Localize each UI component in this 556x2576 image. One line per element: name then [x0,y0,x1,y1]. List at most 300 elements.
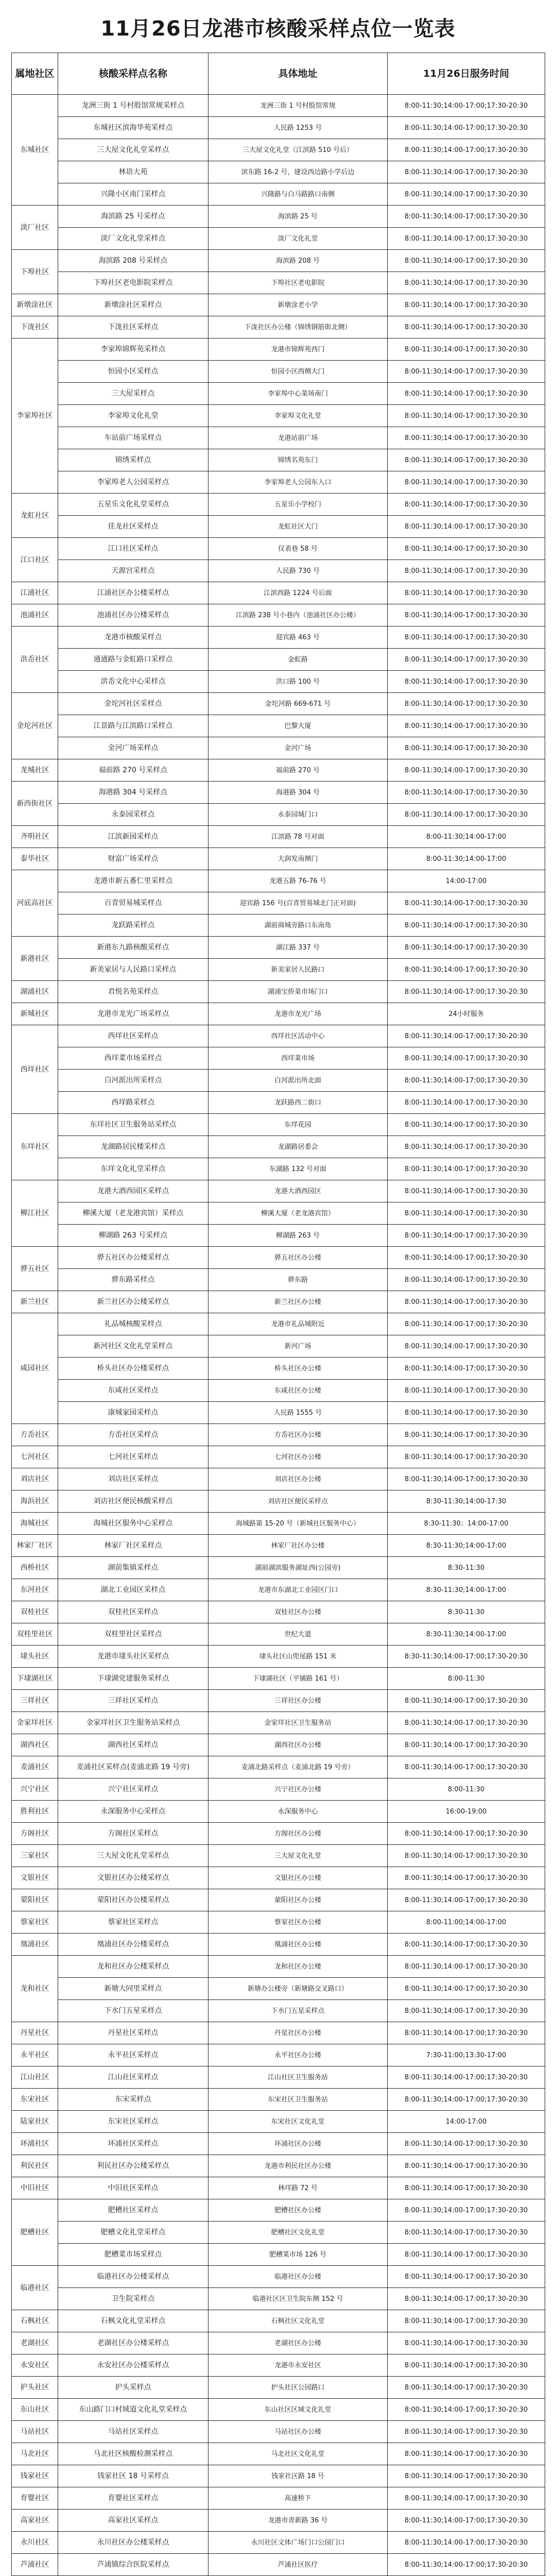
time-cell: 8:00-11:30;14:00-17:00;17:30-20:30 [388,1180,545,1202]
site-cell: 蔡家社区采样点 [58,1911,208,1934]
time-cell: 8:00-11:30;14:00-17:00;17:30-20:30 [388,2443,545,2465]
site-cell: 永平社区采样点 [58,2044,208,2066]
table-row [12,117,545,139]
table-row [12,1934,545,1956]
table-body [12,95,545,2576]
table-row [12,449,545,471]
site-cell: 东咸社区采样点 [58,1380,208,1402]
site-cell: 肥槽文化礼堂采样点 [58,2222,208,2244]
community-cell: 七河社区 [12,1446,58,1468]
community-cell: 凰浦社区 [12,1934,58,1956]
site-cell: 东垟文化礼堂采样点 [58,1158,208,1180]
community-cell: 高家社区 [12,2510,58,2532]
time-cell: 8:00-11:30;14:00-17:00;17:30-20:30 [388,2487,545,2510]
table-row [12,2443,545,2465]
table-row [12,1446,545,1468]
site-cell: 柳溪大厦（老龙港宾馆）采样点 [58,1202,208,1225]
site-cell: 三大屋文化礼堂采样点 [58,1845,208,1867]
time-cell: 8:00-11:30;14:00-17:00;17:30-20:30 [388,2465,545,2487]
table-row [12,1180,545,1202]
address-cell: 迎宾路 463 号 [208,626,388,649]
address-cell: 方阁社区办公楼 [208,1823,388,1845]
site-cell: 佳龙社区采样点 [58,516,208,538]
table-row [12,2465,545,2487]
community-cell: 龙虹社区 [12,494,58,538]
address-cell: 李家埠老人公园东入口 [208,471,388,494]
address-cell: 丹星社区办公楼 [208,2022,388,2044]
table-row [12,95,545,117]
address-cell: 西垟菜市场 [208,1047,388,1070]
address-cell: 永深服务中心 [208,1801,388,1823]
time-cell: 16:00-19:00 [388,1801,545,1823]
address-cell: 东宋社区卫生服务站 [208,2089,388,2111]
time-cell: 8:00-11:30;14:00-17:00;17:30-20:30 [388,1934,545,1956]
time-cell: 8:00-11:30;14:00-17:00;17:30-20:30 [388,737,545,759]
time-cell: 8:00-11:30;14:00-17:00;17:30-20:30 [388,2244,545,2266]
site-cell: 白河派出所采样点 [58,1070,208,1092]
table-row [12,516,545,538]
address-cell: 新墩涂老小学 [208,294,388,316]
address-cell: 文银社区办公楼 [208,1867,388,1889]
time-cell: 8:00-11:30;14:00-17:00;17:30-20:30 [388,959,545,981]
site-cell: 永泰园采样点 [58,804,208,826]
table-row [12,2510,545,2532]
address-cell: 龙港站前广场 [208,427,388,449]
time-cell: 8:00-11:30;14:00-17:00;17:30-20:30 [388,228,545,250]
site-cell: 福前路 270 号采样点 [58,759,208,782]
site-cell: 西垟菜市场采样点 [58,1047,208,1070]
community-cell: 双桂社区 [12,1601,58,1623]
table-row [12,183,545,206]
community-cell: 三家社区 [12,1845,58,1867]
table-header-row [12,53,545,95]
table-row [12,848,545,870]
address-cell: 金家垟社区卫生服务站 [208,1712,388,1734]
time-cell: 8:00-11:30;14:00-17:00;17:30-20:30 [388,383,545,405]
sampling-sites-table [11,53,545,2576]
address-cell: 钱家社区路 18 号 [208,2465,388,2487]
site-cell: 龙港市核酸采样点 [58,626,208,649]
site-cell: 柳湖路 263 号采样点 [58,1225,208,1247]
table-row [12,1579,545,1601]
table-row [12,2288,545,2310]
address-cell: 锦绣名苑东门 [208,449,388,471]
table-row [12,1513,545,1535]
address-cell: 护头社区公园路口 [208,2377,388,2399]
site-cell: 通通路与金虹路口采样点 [58,649,208,671]
community-cell: 西垟社区 [12,1025,58,1114]
address-cell: 湖浦宝侨菜市场门口 [208,981,388,1003]
site-cell: 东垟社区卫生服务站采样点 [58,1114,208,1136]
site-cell: 下泷社区采样点 [58,316,208,338]
address-cell: 人民路 1253 号 [208,117,388,139]
header-site: 核酸采样点名称 [58,53,208,95]
community-cell: 金家垟社区 [12,1712,58,1734]
address-cell: 蔡家社区办公楼 [208,1911,388,1934]
community-cell: 育婴社区 [12,2487,58,2510]
table-row [12,2111,545,2133]
table-row [12,471,545,494]
site-cell: 利民社区办公楼采样点 [58,2155,208,2177]
community-cell: 兴宁社区 [12,1778,58,1801]
address-cell: 龙洲三街 1 号村股馆常规 [208,95,388,117]
address-cell: 金河广场 [208,737,388,759]
table-row [12,2089,545,2111]
address-cell: 临港社区区卫生院东侧 152 号 [208,2288,388,2310]
table-row [12,582,545,604]
time-cell: 8:00-11:30;14:00-17:00;17:30-20:30 [388,937,545,959]
table-row [12,1424,545,1446]
address-cell: 石枫社区文化礼堂 [208,2310,388,2332]
time-cell: 8:00-11:30;14:00-17:00;17:30-20:30 [388,1956,545,1978]
address-cell: 三祥社区办公楼 [208,1690,388,1712]
address-cell: 湖前湖滨服务湖址西(公园旁) [208,1557,388,1579]
table-row [12,1601,545,1623]
site-cell: 双桂里社区采样点 [58,1623,208,1646]
time-cell: 8:00-11:30;14:00-17:00;17:30-20:30 [388,471,545,494]
address-cell: 西垟社区活动中心 [208,1025,388,1047]
time-cell: 8:00-11:30;14:00-17:00;17:30-20:30 [388,538,545,560]
site-cell: 东宋采样点 [58,2089,208,2111]
table-row [12,1734,545,1756]
table-row [12,2000,545,2022]
site-cell: 池浦社区办公楼采样点 [58,604,208,626]
site-cell: 百青贸易城采样点 [58,892,208,914]
address-cell: 龙虹社区大门 [208,516,388,538]
community-cell: 环浦社区 [12,2133,58,2155]
time-cell: 8:00-11:30;14:00-17:00;17:30-20:30 [388,1734,545,1756]
address-cell: 人民路 730 号 [208,560,388,582]
site-cell: 海滨路 208 号采样点 [58,250,208,272]
community-cell: 河底高社区 [12,870,58,937]
community-cell: 下泷社区 [12,316,58,338]
community-cell: 金坨河社区 [12,693,58,759]
address-cell: 新河广场 [208,1335,388,1358]
table-row [12,427,545,449]
table-row [12,1778,545,1801]
site-cell: 下埭湖党建服务采样点 [58,1668,208,1690]
table-row [12,693,545,715]
community-cell: 蔡家社区 [12,1911,58,1934]
time-cell: 8:00-11:30 [388,1668,545,1690]
time-cell: 8:00-11:30;14:00-17:00;17:30-20:30 [388,95,545,117]
table-row [12,494,545,516]
table-row [12,1358,545,1380]
table-row [12,826,545,848]
time-cell: 8:00-11:30;14:00-17:00;17:30-20:30 [388,693,545,715]
community-cell: 江浦社区 [12,582,58,604]
site-cell: 江山社区采样点 [58,2066,208,2089]
community-cell: 下埠社区 [12,250,58,294]
address-cell: 新美家居人民路口 [208,959,388,981]
address-cell: 七河社区办公楼 [208,1446,388,1468]
address-cell: 湖前商城旁路口东南角 [208,914,388,937]
time-cell: 8:00-11:30;14:00-17:00;17:30-20:30 [388,1313,545,1335]
time-cell: 8:00-11:30;14:00-17:00;17:30-20:30 [388,2554,545,2576]
address-cell: 福前路 270 号 [208,759,388,782]
time-cell: 8:00-11:30;14:00-17:00;17:30-20:30 [388,782,545,804]
site-cell: 刘店社区便民核酸采样点 [58,1490,208,1513]
table-row [12,892,545,914]
table-row [12,1623,545,1646]
site-cell: 李家埠文化礼堂 [58,405,208,427]
site-cell: 三祥社区采样点 [58,1690,208,1712]
time-cell: 7:30-11:00;13:30-17:00 [388,2044,545,2066]
community-cell: 刘店社区 [12,1468,58,1490]
table-row [12,228,545,250]
address-cell: 龙港市东湖北工业园区门口 [208,1579,388,1601]
table-row [12,2421,545,2443]
community-cell: 新兰社区 [12,1291,58,1313]
community-cell: 洪岙社区 [12,626,58,693]
table-row [12,1956,545,1978]
time-cell: 8:00-11:30;14:00-17:00;17:30-20:30 [388,715,545,737]
site-cell: 凰浦社区办公楼采样点 [58,1934,208,1956]
table-row [12,737,545,759]
time-cell: 8:00-11:30;14:00-17:00;17:30-20:30 [388,1291,545,1313]
time-cell: 8:00-11:30;14:00-17:00;17:30-20:30 [388,1247,545,1269]
address-cell: 双桂社区办公楼 [208,1601,388,1623]
table-row [12,1668,545,1690]
time-cell: 8:00-11:30;14:00-17:00;17:30-20:30 [388,2066,545,2089]
time-cell: 8:30-11:30;14:00-17:30 [388,1490,545,1513]
site-cell: 桥头社区办公楼采样点 [58,1358,208,1380]
table-row [12,206,545,228]
time-cell: 8:00-11:30;14:00-17:00;17:30-20:30 [388,272,545,294]
site-cell: 湖西社区采样点 [58,1734,208,1756]
address-cell: 海滨路 208 号 [208,250,388,272]
community-cell: 蒙阳社区 [12,1889,58,1911]
time-cell: 8:00-11:30;14:00-17:00;17:30-20:30 [388,449,545,471]
address-cell: 龙湖路居委会 [208,1136,388,1158]
table-row [12,1845,545,1867]
address-cell: 巴黎大厦 [208,715,388,737]
community-cell: 李家埠社区 [12,338,58,494]
address-cell: 迎宾路 156 号(百青贸易城北门正对面) [208,892,388,914]
address-cell: 白河派出所北面 [208,1070,388,1092]
table-row [12,272,545,294]
time-cell: 8:00-11:30;14:00-17:00;17:30-20:30 [388,1136,545,1158]
address-cell: 肥槽社区办公楼 [208,2199,388,2222]
header-time: 11月26日服务时间 [388,53,545,95]
table-row [12,1801,545,1823]
table-row [12,1402,545,1424]
time-cell: 8:00-11:30;14:00-17:00;17:30-20:30 [388,1225,545,1247]
address-cell: 恒园小区西侧大门 [208,361,388,383]
site-cell: 海港路 304 号采样点 [58,782,208,804]
community-cell: 中旧社区 [12,2177,58,2199]
time-cell: 24小时服务 [388,1003,545,1025]
site-cell: 钱家社区 18 号采样点 [58,2465,208,2487]
site-cell: 文银社区办公楼采样点 [58,1867,208,1889]
table-row [12,2044,545,2066]
time-cell: 8:00-11:30;14:00-17:00;17:30-20:30 [388,2532,545,2554]
time-cell: 8:00-11:30;14:00-17:00;17:30-20:30 [388,1380,545,1402]
table-row [12,1269,545,1291]
site-cell: 龙和社区办公楼采样点 [58,1956,208,1978]
community-cell: 钱家社区 [12,2465,58,2487]
time-cell: 8:00-11:30;14:00-17:00;17:30-20:30 [388,2399,545,2421]
table-row [12,2199,545,2222]
address-cell: 兴宁社区办公楼 [208,1778,388,1801]
site-cell: 江浦社区办公楼采样点 [58,582,208,604]
site-cell: 金家垟社区卫生服务站采样点 [58,1712,208,1734]
address-cell: 兴隆路与白马路路口南侧 [208,183,388,206]
site-cell: 丹星社区采样点 [58,2022,208,2044]
table-row [12,2487,545,2510]
address-cell: 柳溪大厦（老龙港宾馆） [208,1202,388,1225]
time-cell: 8:00-11:30;14:00-17:00;17:30-20:30 [388,1867,545,1889]
site-cell: 江滨新园采样点 [58,826,208,848]
address-cell: 麦浦北路采样点（麦浦北路 19 号旁） [208,1756,388,1778]
site-cell: 马站社区采样点 [58,2421,208,2443]
community-cell: 临港社区 [12,2266,58,2310]
community-cell: 东垟社区 [12,1114,58,1180]
community-cell: 肥槽社区 [12,2199,58,2266]
site-cell: 江口社区采样点 [58,538,208,560]
time-cell: 8:00-11:30;14:00-17:00;17:30-20:30 [388,2133,545,2155]
community-cell: 方岙社区 [12,1424,58,1446]
address-cell: 滨东路 16-2 号，建设西边路小学后边 [208,161,388,183]
time-cell: 8:00-11:30;14:00-17:00;17:30-20:30 [388,2332,545,2354]
address-cell: 东垟花园 [208,1114,388,1136]
site-cell: 新墩涂社区采样点 [58,294,208,316]
table-row [12,1646,545,1668]
table-row [12,316,545,338]
time-cell: 8:00-11:30;14:00-17:00;17:30-20:30 [388,2155,545,2177]
site-cell: 车站前广场采样点 [58,427,208,449]
time-cell: 8:00-11:30;14:00-17:00;17:30-20:30 [388,183,545,206]
site-cell: 龙港大酒西园区采样点 [58,1180,208,1202]
time-cell: 8:00-11:30;14:00-17:00;17:30-20:30 [388,2421,545,2443]
address-cell: 淡厂文化礼堂 [208,228,388,250]
address-cell: 马北社区文化礼堂 [208,2443,388,2465]
address-cell: 五星乐小学校门 [208,494,388,516]
time-cell: 8:00-11:30;14:00-17:00;17:30-20:30 [388,1402,545,1424]
site-cell: 骅东路采样点 [58,1269,208,1291]
community-cell: 新港社区 [12,937,58,981]
site-cell: 骅五社区办公楼采样点 [58,1247,208,1269]
table-row [12,294,545,316]
time-cell: 8:00-11:30;14:00-17:00;17:30-20:30 [388,1092,545,1114]
time-cell: 8:00-11:30;14:00-17:00;17:30-20:30 [388,206,545,228]
table-row [12,604,545,626]
community-cell: 东宋社区 [12,2089,58,2111]
community-cell: 马北社区 [12,2443,58,2465]
community-cell: 丹星社区 [12,2022,58,2044]
time-cell: 8:00-11:30;14:00-17:00;17:30-20:30 [388,2022,545,2044]
table-row [12,1003,545,1025]
table-row [12,139,545,161]
table-row [12,1867,545,1889]
address-cell: 人民路 1555 号 [208,1402,388,1424]
site-cell: 财富广场采样点 [58,848,208,870]
time-cell: 8:00-11:30;14:00-17:00;17:30-20:30 [388,1025,545,1047]
table-row [12,1823,545,1845]
address-cell: 金坨河路 669-671 号 [208,693,388,715]
site-cell: 东宋社区采样点 [58,2111,208,2133]
table-row [12,2377,545,2399]
site-cell: 东城社区滨海华苑采样点 [58,117,208,139]
address-cell: 龙港五路 76-76 号 [208,870,388,892]
table-row [12,405,545,427]
community-cell: 永川社区 [12,2532,58,2554]
time-cell: 8:00-11:30;14:00-17:00;17:30-20:30 [388,427,545,449]
table-row [12,2354,545,2377]
time-cell: 8:00-11:30;14:00-17:00 [388,848,545,870]
site-cell: 新港东九路核酸采样点 [58,937,208,959]
table-row [12,715,545,737]
table-row [12,2532,545,2554]
time-cell: 8:00-11:30;14:00-17:00;17:30-20:30 [388,294,545,316]
site-cell: 环浦社区采样点 [58,2133,208,2155]
table-row [12,338,545,361]
address-cell: 东咸社区办公楼 [208,1380,388,1402]
address-cell: 骅五社区办公楼 [208,1247,388,1269]
address-cell: 龙港市锦辉苑西门 [208,338,388,361]
table-row [12,538,545,560]
site-cell: 高家社区采样点 [58,2510,208,2532]
site-cell: 海滨路 25 号采样点 [58,206,208,228]
address-cell: 龙港市永安社区 [208,2354,388,2377]
site-cell: 五星乐文化礼堂采样点 [58,494,208,516]
community-cell: 马站社区 [12,2421,58,2443]
address-cell: 三大屋文化礼堂 [208,1845,388,1867]
site-cell: 方阁社区采样点 [58,1823,208,1845]
address-cell: 李家埠中心菜场南门 [208,383,388,405]
table-row [12,1158,545,1180]
time-cell: 8:00-11:30;14:00-17:00;17:30-20:30 [388,2288,545,2310]
table-row [12,1114,545,1136]
site-cell: 石枫文化礼堂采样点 [58,2310,208,2332]
time-cell: 8:00-11:30;14:00-17:00;17:30-20:30 [388,494,545,516]
table-row [12,2066,545,2089]
community-cell: 湖西社区 [12,1734,58,1756]
site-cell: 湖前集镇采样点 [58,1557,208,1579]
community-cell: 方阁社区 [12,1823,58,1845]
community-cell: 芦浦社区 [12,2554,58,2576]
community-cell: 护头社区 [12,2377,58,2399]
site-cell: 金河广场采样点 [58,737,208,759]
header-community: 属地社区 [12,53,58,95]
time-cell: 8:00-11:30;14:00-17:00;17:30-20:30 [388,1446,545,1468]
time-cell: 8:00-11:30;14:00-17:00;17:30-20:30 [388,1158,545,1180]
site-cell: 刘店社区采样点 [58,1468,208,1490]
table-row [12,1756,545,1778]
site-cell: 新河社区文化礼堂采样点 [58,1335,208,1358]
site-cell: 龙港市龙光广场采样点 [58,1003,208,1025]
address-cell: 海城路第 15-20 号（新城社区服务中心） [208,1513,388,1535]
site-cell: 永深服务中心采样点 [58,1801,208,1823]
community-cell: 永平社区 [12,2044,58,2066]
time-cell: 8:00-11:30;14:00-17:00;17:30-20:30 [388,582,545,604]
time-cell: 14:00-17:00 [388,2111,545,2133]
site-cell: 礼品城核酸采样点 [58,1313,208,1335]
time-cell: 8:00-11:30;14:00-17:00;17:30-20:30 [388,1424,545,1446]
table-row [12,1025,545,1047]
community-cell: 老湖社区 [12,2332,58,2354]
time-cell: 8:00-11:30;14:00-17:00;17:30-20:30 [388,361,545,383]
table-row [12,2310,545,2332]
community-cell: 文银社区 [12,1867,58,1889]
table-row [12,1291,545,1313]
time-cell: 8:30-11:30;14:00-17:00;17:30-20:30 [388,1646,545,1668]
community-cell: 柳江社区 [12,1180,58,1247]
time-cell: 8:00-11:30;14:00-17:00;17:30-20:30 [388,892,545,914]
address-cell: 下水门五星采样点 [208,2000,388,2022]
site-cell: 君悦名苑采样点 [58,981,208,1003]
address-cell: 新兰社区办公楼 [208,1291,388,1313]
